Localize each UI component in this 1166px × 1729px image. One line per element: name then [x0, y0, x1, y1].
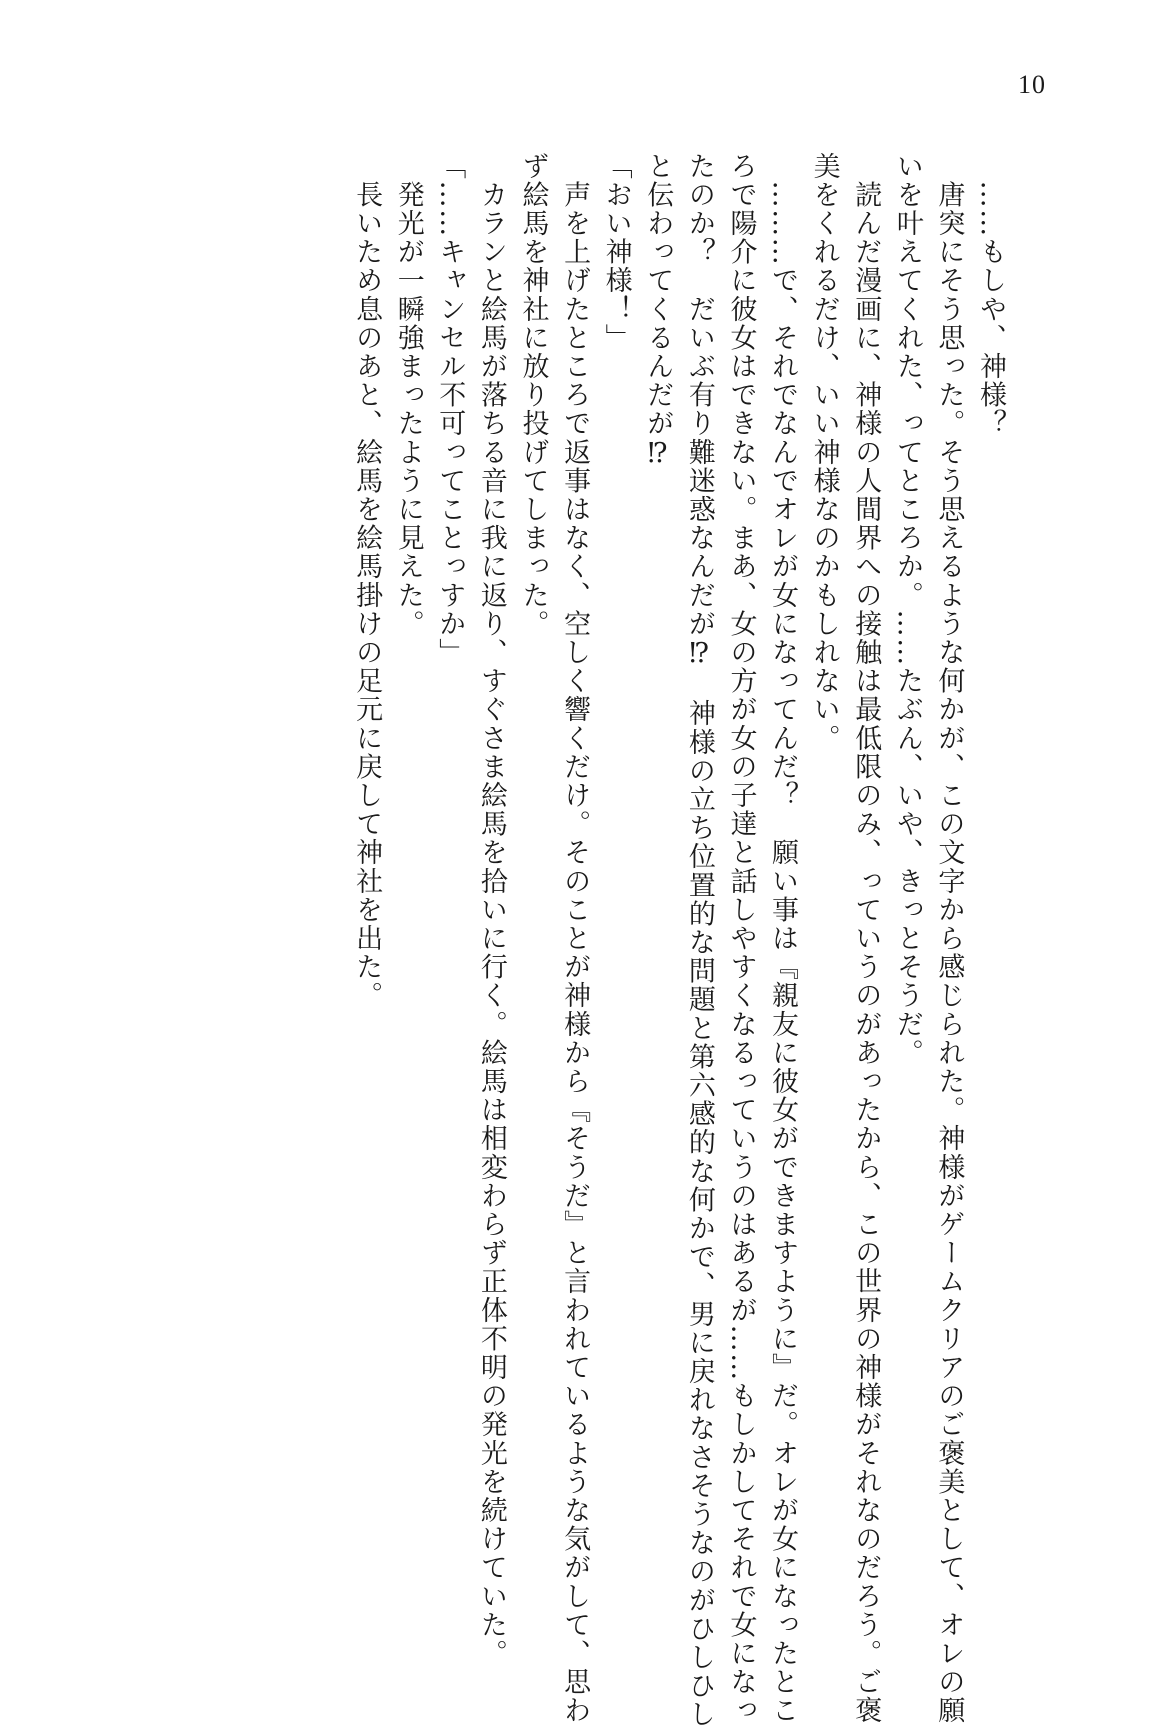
text-line: 発光が一瞬強まったように見えた。 [392, 152, 424, 639]
text-line: 唐突にそう思った。そう思えるような何かが、この文字から感じられた。神様がゲームクリアのご褒美として、オレの願 [933, 152, 965, 1725]
text-line: 長いため息のあと、絵馬を絵馬掛けの足元に戻して神社を出た。 [351, 152, 383, 1010]
text-line: 読んだ漫画に、神様の人間界への接触は最低限のみ、っていうのがあったから、この世界の神様がそれなのだろう。ご褒 [850, 152, 882, 1725]
text-line: 美をくれるだけ、いい神様なのかもしれない。 [808, 152, 840, 753]
text-line: いを叶えてくれた、ってところか。……たぶん、いや、きっとそうだ。 [891, 152, 923, 1068]
text-line: 「……キャンセル不可ってことっすか」 [434, 152, 466, 667]
text-line: と伝わってくるんだが⁉ [642, 152, 674, 471]
text-line: ………で、それでなんでオレが女になってんだ？ 願い事は『親友に彼女ができますように』だ。オレが女になったとこ [767, 152, 799, 1725]
body-text [171, 152, 1011, 1729]
page-number: 10 [1018, 70, 1046, 99]
text-line: ……もしや、神様？ [975, 152, 1006, 438]
text-line: ず絵馬を神社に放り投げてしまった。 [517, 152, 549, 639]
text-line: たのか？ だいぶ有り難迷惑なんだが⁉ 神様の立ち位置的な問題と第六感的な何かで、男に戻れなさそうなのがひしひし [683, 152, 715, 1729]
text-line: ろで陽介に彼女はできない。まあ、女の方が女の子達と話しやすくなるっていうのはあるが……もしかしてそれで女になっ [725, 152, 757, 1725]
text-line: 「おい神様！」 [600, 152, 632, 353]
text-line: 声を上げたところで返事はなく、空しく響くだけ。そのことが神様から『そうだ』と言われているような気がして、思わ [559, 152, 591, 1725]
text-line: カランと絵馬が落ちる音に我に返り、すぐさま絵馬を拾いに行く。絵馬は相変わらず正体不明の発光を続けていた。 [475, 152, 507, 1668]
